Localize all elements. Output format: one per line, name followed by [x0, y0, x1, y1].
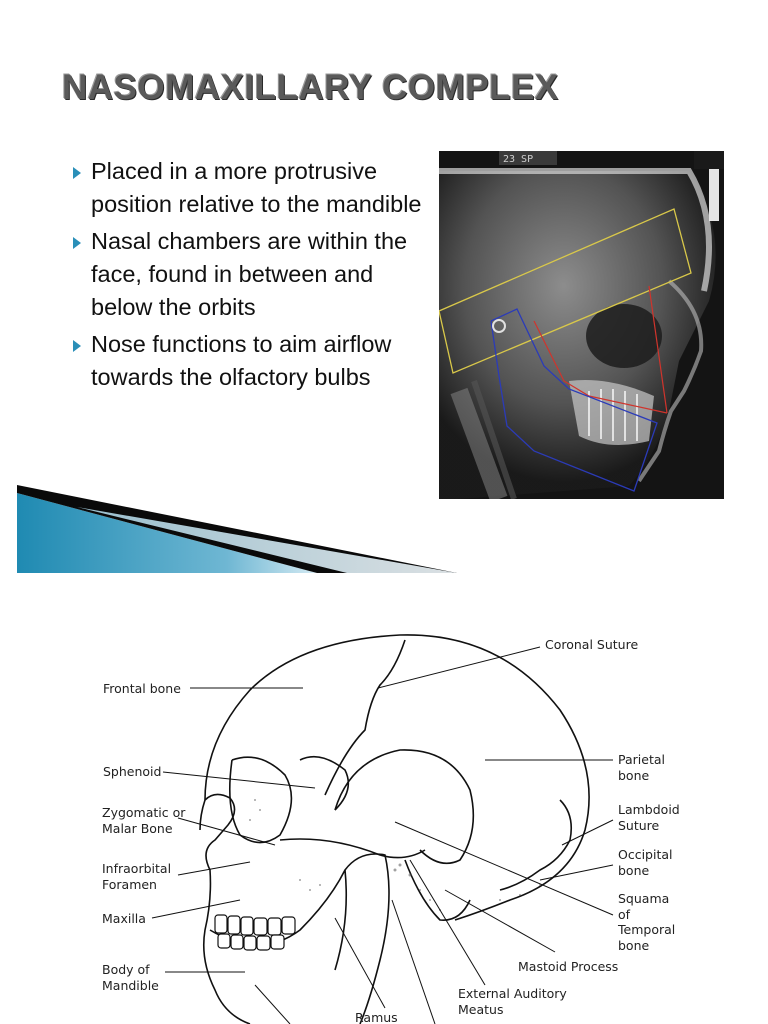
decorative-swoosh	[17, 485, 457, 575]
label-mastoid-process: Mastoid Process	[518, 959, 619, 974]
label-frontal-bone: Frontal bone	[103, 681, 181, 696]
label-maxilla: Maxilla	[102, 911, 146, 926]
label-ramus: Ramus	[355, 1010, 398, 1024]
label-squama-temporal: Squama of Temporal bone	[618, 891, 676, 953]
label-zygomatic: Zygomatic or Malar Bone	[102, 805, 186, 836]
xray-illustration	[439, 151, 724, 499]
label-external-auditory-meatus: External Auditory Meatus	[458, 986, 567, 1017]
bullet-item	[70, 225, 435, 324]
skull-diagram	[0, 600, 768, 1024]
xray-marker-text: 23 SP	[503, 154, 534, 165]
bullet-list	[70, 155, 435, 398]
label-sphenoid: Sphenoid	[103, 764, 162, 779]
label-parietal-bone: Parietal bone	[618, 752, 665, 783]
label-lambdoid-suture: Lambdoid Suture	[618, 802, 680, 833]
cephalometric-xray-image	[439, 151, 724, 499]
bullet-arrow-icon	[73, 167, 81, 179]
bullet-item	[70, 328, 435, 394]
bullet-arrow-icon	[73, 340, 81, 352]
label-body-of-mandible: Body of Mandible	[102, 962, 159, 993]
bullet-item	[70, 155, 435, 221]
bullet-text: Nasal chambers are within the face, found in between and below the orbits	[91, 228, 408, 320]
label-infraorbital-foramen: Infraorbital Foramen	[102, 861, 172, 892]
label-occipital-bone: Occipital bone	[618, 847, 673, 878]
bullet-text: Placed in a more protrusive position relative to the mandible	[91, 158, 422, 217]
bullet-arrow-icon	[73, 237, 81, 249]
slide-title: NASOMAXILLARY COMPLEX	[62, 68, 559, 107]
label-coronal-suture: Coronal Suture	[545, 637, 639, 652]
bullet-text: Nose functions to aim airflow towards the olfactory bulbs	[91, 331, 392, 390]
